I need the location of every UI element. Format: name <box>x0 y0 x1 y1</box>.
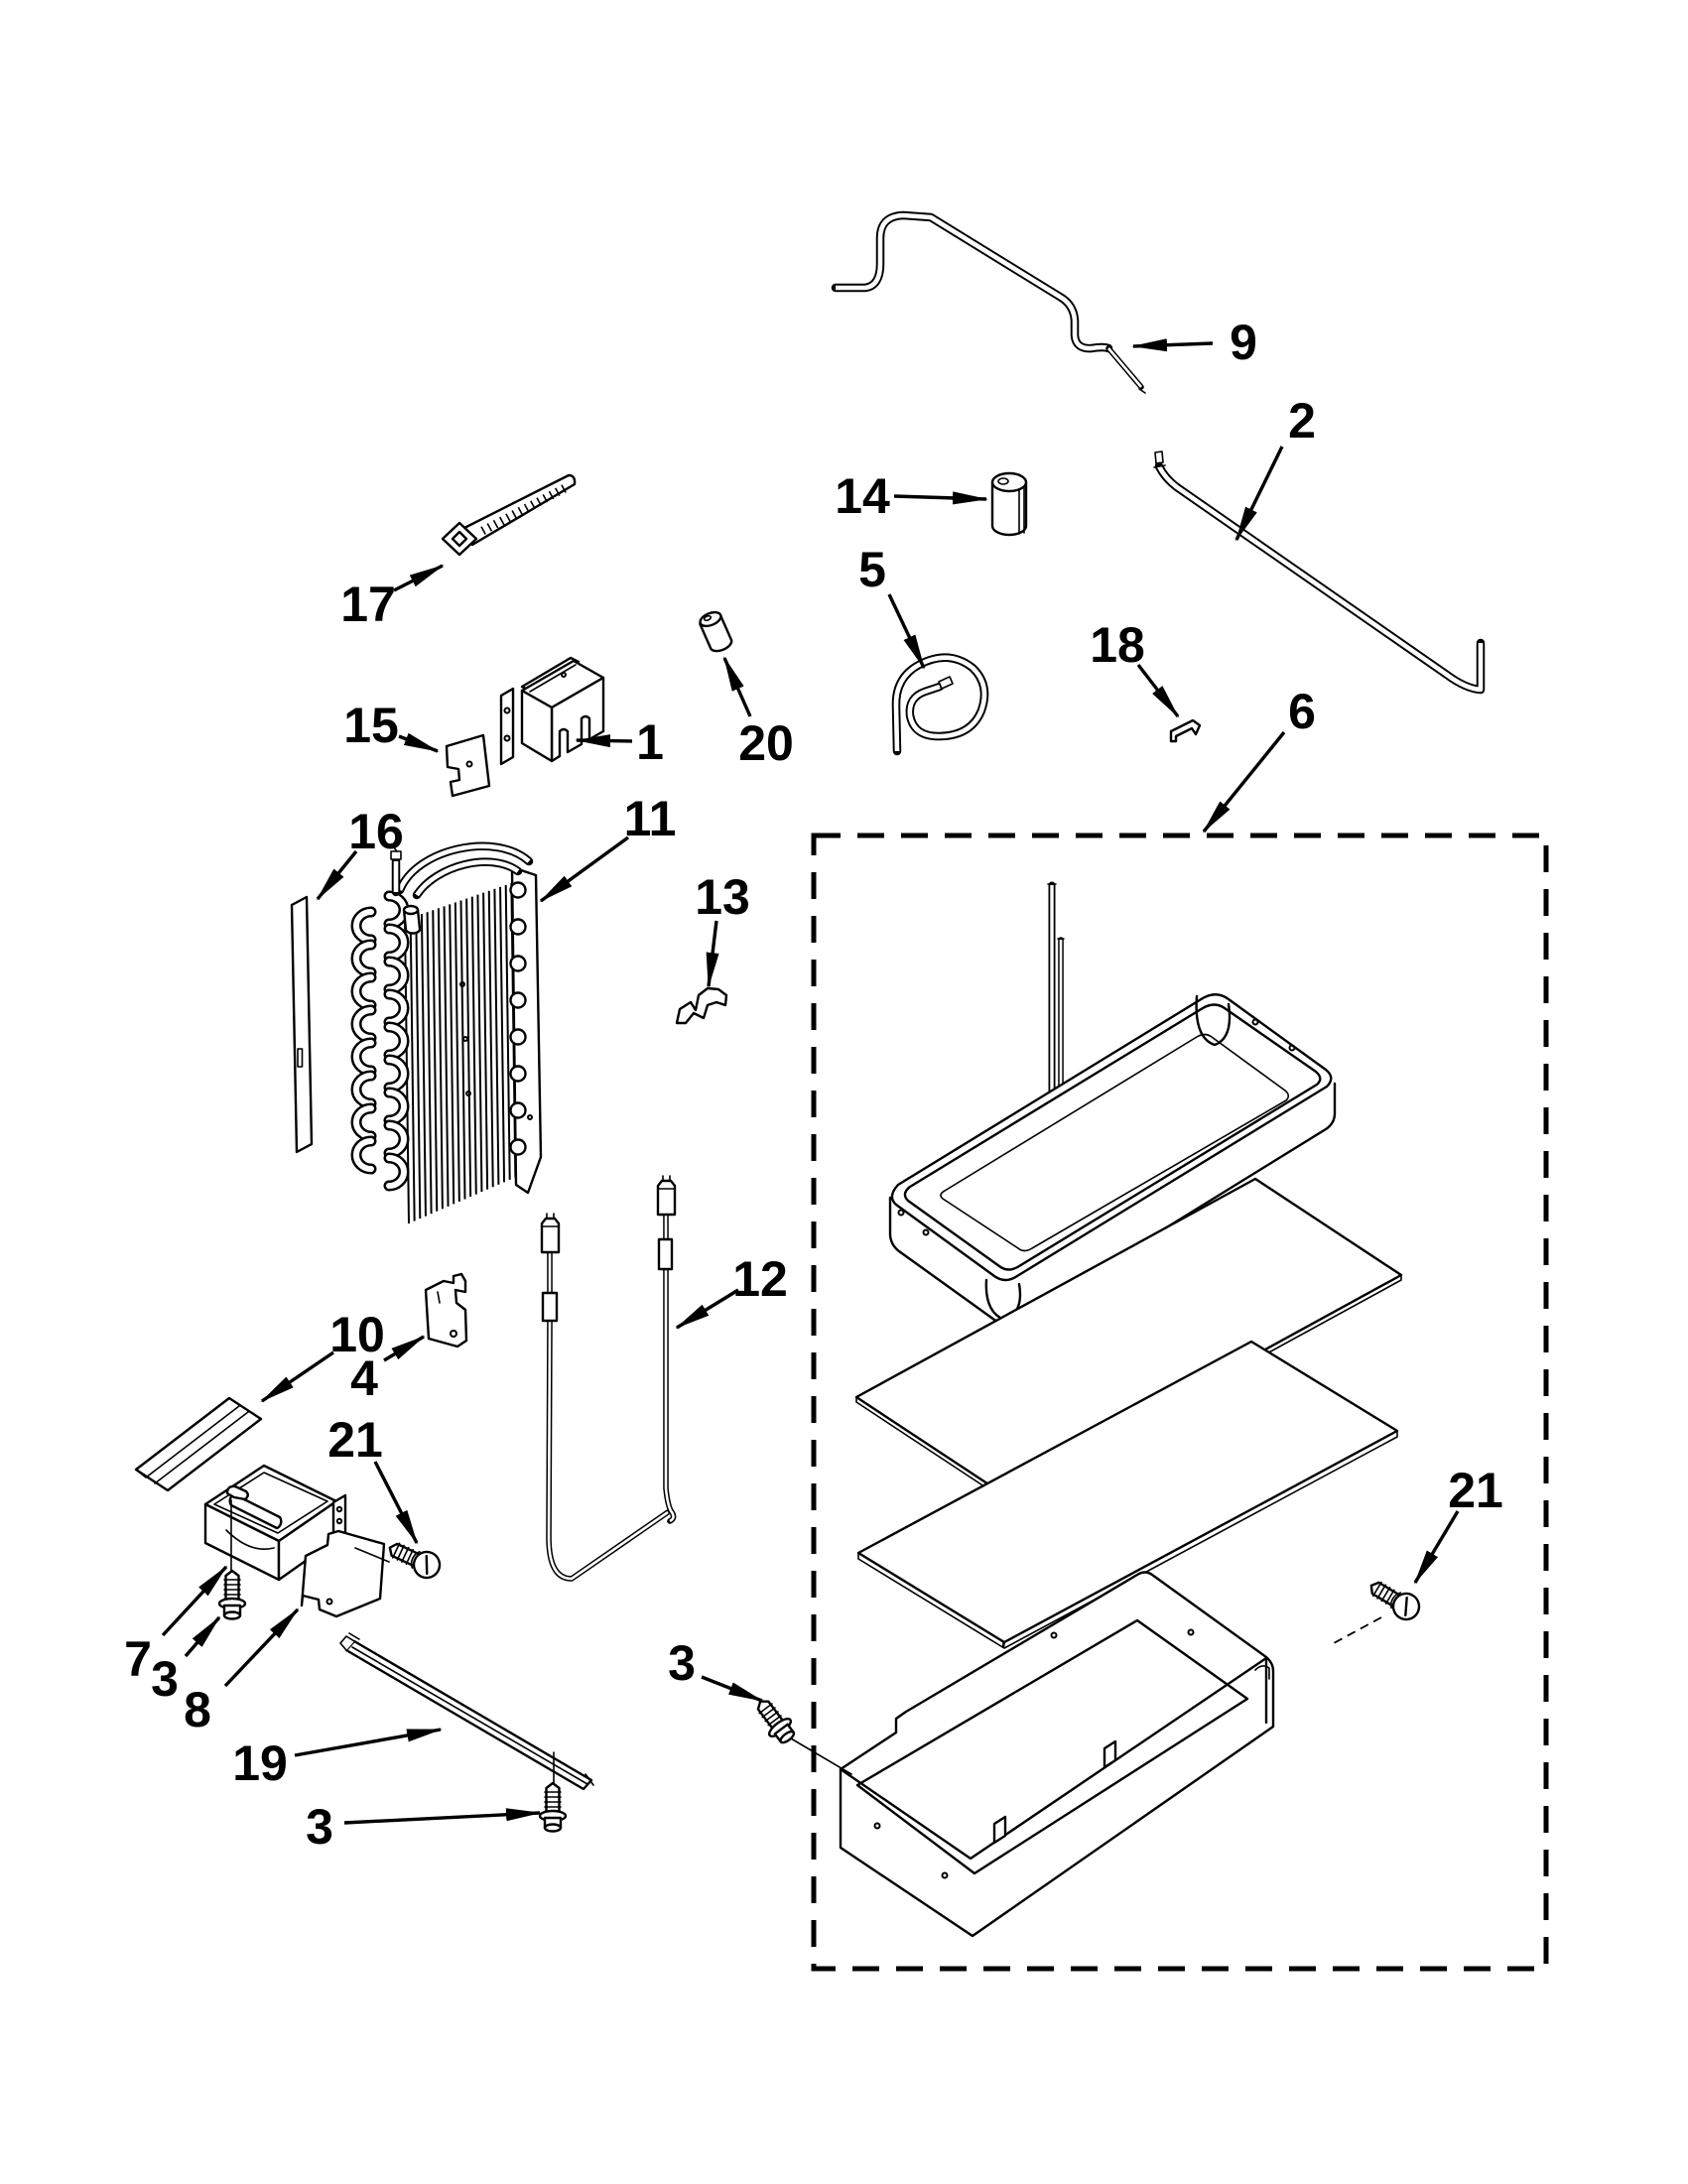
part-20-grommet-cylinder <box>699 609 732 651</box>
bottom-pan <box>841 1573 1273 1937</box>
callout-arrow-7-17 <box>163 1567 226 1635</box>
callout-label-19-20: 19 <box>232 1735 288 1791</box>
callout-label-21-23: 21 <box>1448 1463 1503 1518</box>
callout-label-15-7: 15 <box>343 698 399 753</box>
part-18-clip <box>1171 720 1200 741</box>
part-1-bracket <box>501 658 603 764</box>
callout-label-11-11: 11 <box>623 791 677 846</box>
callout-label-13-12: 13 <box>695 869 750 925</box>
callout-arrow-17-3 <box>394 566 443 590</box>
callout-label-5-4: 5 <box>858 542 886 597</box>
evaporator-coil-bends <box>356 896 404 1186</box>
callout-arrow-13-12 <box>709 921 716 986</box>
callout-label-18-5: 18 <box>1090 617 1145 673</box>
callout-arrow-12-13 <box>677 1290 738 1328</box>
callout-arrow-21-16 <box>375 1462 417 1543</box>
callout-label-9-0: 9 <box>1230 315 1257 370</box>
callout-arrow-4-15 <box>384 1337 424 1360</box>
callout-arrow-3-18 <box>186 1617 219 1656</box>
callout-label-2-1: 2 <box>1288 393 1316 449</box>
callout-arrow-14-2 <box>894 496 986 499</box>
callout-label-21-16: 21 <box>327 1412 383 1468</box>
callout-label-8-19: 8 <box>184 1682 211 1737</box>
callout-label-3-22: 3 <box>668 1635 696 1691</box>
callout-label-7-17: 7 <box>124 1631 152 1687</box>
callout-label-4-15: 4 <box>350 1350 378 1406</box>
part-2-supply-tube <box>1154 451 1481 690</box>
part-10-cover <box>136 1398 261 1490</box>
pan-hanger-tubes <box>1048 884 1064 1099</box>
callout-arrow-8-19 <box>225 1609 298 1686</box>
callout-arrow-3-21 <box>344 1813 540 1823</box>
part-14-tube-clamp <box>992 473 1026 535</box>
part-3-screw-c <box>750 1694 851 1774</box>
evaporator-fins <box>405 883 515 1223</box>
part-19-rail-strip <box>340 1633 593 1789</box>
callout-arrow-9-0 <box>1133 343 1213 346</box>
callout-arrow-5-4 <box>889 594 924 668</box>
callout-arrow-19-20 <box>295 1730 441 1755</box>
part-17-cable-tie <box>443 475 575 555</box>
callout-arrow-15-7 <box>399 736 438 751</box>
callout-label-3-21: 3 <box>306 1799 333 1855</box>
wire-connector-right <box>658 1181 675 1215</box>
part-4-bracket <box>426 1274 466 1347</box>
wire-connector-left <box>542 1219 559 1252</box>
callout-label-12-13: 12 <box>732 1251 788 1307</box>
callout-arrow-6-6 <box>1204 732 1284 832</box>
callout-arrow-21-23 <box>1415 1511 1458 1583</box>
part-5-probe-loop <box>896 658 984 751</box>
callout-label-1-8: 1 <box>636 714 664 770</box>
callout-arrow-1-8 <box>577 740 632 741</box>
callout-arrow-3-22 <box>702 1677 762 1701</box>
callout-arrow-2-1 <box>1236 447 1282 540</box>
callout-label-3-18: 3 <box>151 1651 179 1707</box>
callout-label-17-3: 17 <box>340 577 396 632</box>
part-11-evaporator <box>356 846 541 1223</box>
callout-arrow-11-11 <box>541 837 628 901</box>
part-12-wire-harness <box>542 1176 675 1579</box>
callout-label-10-14: 10 <box>329 1307 385 1362</box>
part-16-side-strip <box>292 897 312 1152</box>
part-21-screw-right <box>1334 1575 1424 1643</box>
callout-label-14-2: 14 <box>835 468 890 524</box>
callout-arrow-20-9 <box>724 658 750 716</box>
callout-arrow-10-14 <box>262 1352 333 1401</box>
assembly-6-icebox <box>750 835 1546 1969</box>
callout-label-20-9: 20 <box>738 715 794 771</box>
callout-label-6-6: 6 <box>1288 684 1316 739</box>
part-13-clip <box>677 988 726 1023</box>
callout-label-16-10: 16 <box>348 804 404 859</box>
part-9-fill-tube <box>836 215 1145 393</box>
